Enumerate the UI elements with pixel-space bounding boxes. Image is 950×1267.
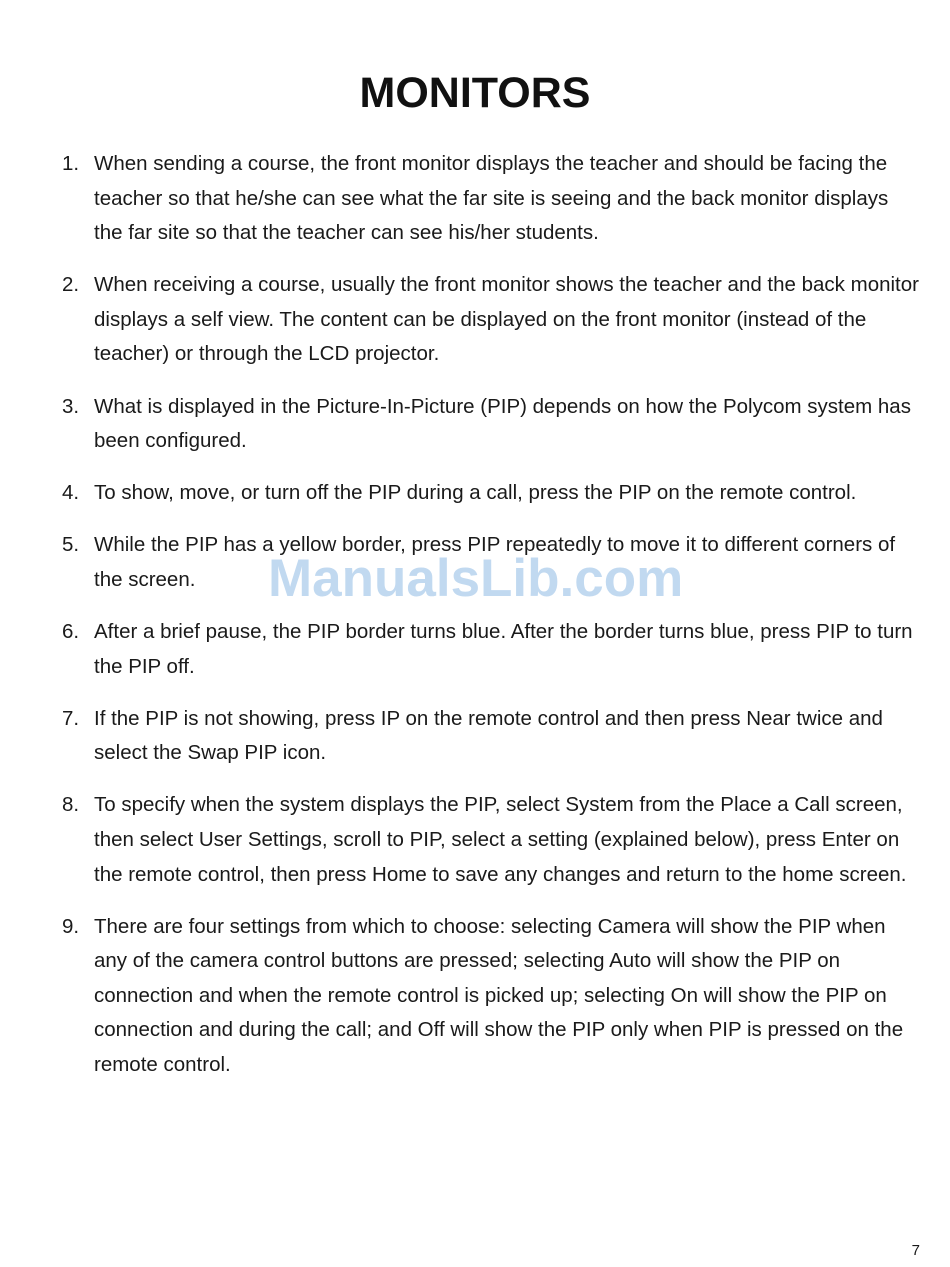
item-text: To specify when the system displays the PIP, select System from the Place a Call screen, then select User Settings, scroll to PIP, select a setting (explained below), press Enter on the remote control, then press Home to save any changes and return to the home screen. <box>94 793 907 886</box>
item-number: 6. <box>62 620 80 644</box>
item-text: When receiving a course, usually the front monitor shows the teacher and the back monitor displays a self view. The content can be displayed on the front monitor (instead of the teacher) or through the LCD projector. <box>94 273 919 366</box>
item-number: 5. <box>62 533 80 557</box>
list-item <box>60 476 920 511</box>
item-number: 4. <box>62 481 80 505</box>
item-number: 1. <box>62 152 80 175</box>
item-text: What is displayed in the Picture-In-Picture (PIP) depends on how the Polycom system has been configured. <box>94 394 911 453</box>
item-text: After a brief pause, the PIP border turns blue. After the border turns blue, press PIP to turn the PIP off. <box>94 620 913 678</box>
list-item <box>60 702 920 771</box>
item-text: If the PIP is not showing, press IP on the remote control and then press Near twice and select the Swap PIP icon. <box>94 706 883 765</box>
list-item <box>60 528 920 597</box>
item-number: 9. <box>62 914 80 938</box>
monitor-instructions-list <box>60 147 920 1100</box>
item-number: 7. <box>62 706 80 730</box>
list-item <box>60 615 920 684</box>
item-text: While the PIP has a yellow border, press PIP repeatedly to move it to different corners of the screen. <box>94 533 896 591</box>
item-number: 3. <box>62 394 80 418</box>
item-text: When sending a course, the front monitor displays the teacher and should be facing the teacher so that he/she can see what the far site is seeing and the back monitor displays the far site so that the teacher can see his/her students. <box>94 152 889 245</box>
page-title: MONITORS <box>359 69 591 117</box>
list-item <box>60 147 920 251</box>
item-number: 2. <box>62 273 80 297</box>
list-item <box>60 910 920 1083</box>
list-item <box>60 390 920 459</box>
item-text: To show, move, or turn off the PIP during a call, press the PIP on the remote control. <box>94 481 857 505</box>
list-item <box>60 268 920 372</box>
page-number: 7 <box>911 1242 920 1259</box>
item-text: There are four settings from which to choose: selecting Camera will show the PIP when any of the camera control buttons are pressed; selecting Auto will show the PIP on connection and when the remote control is picked up; selecting On will show the PIP on connection and during the call; and Off will show the PIP only when PIP is pressed on the remote control. <box>94 914 904 1077</box>
item-number: 8. <box>62 793 80 817</box>
list-item <box>60 788 920 892</box>
watermark: ManualsLib.com <box>268 549 684 608</box>
